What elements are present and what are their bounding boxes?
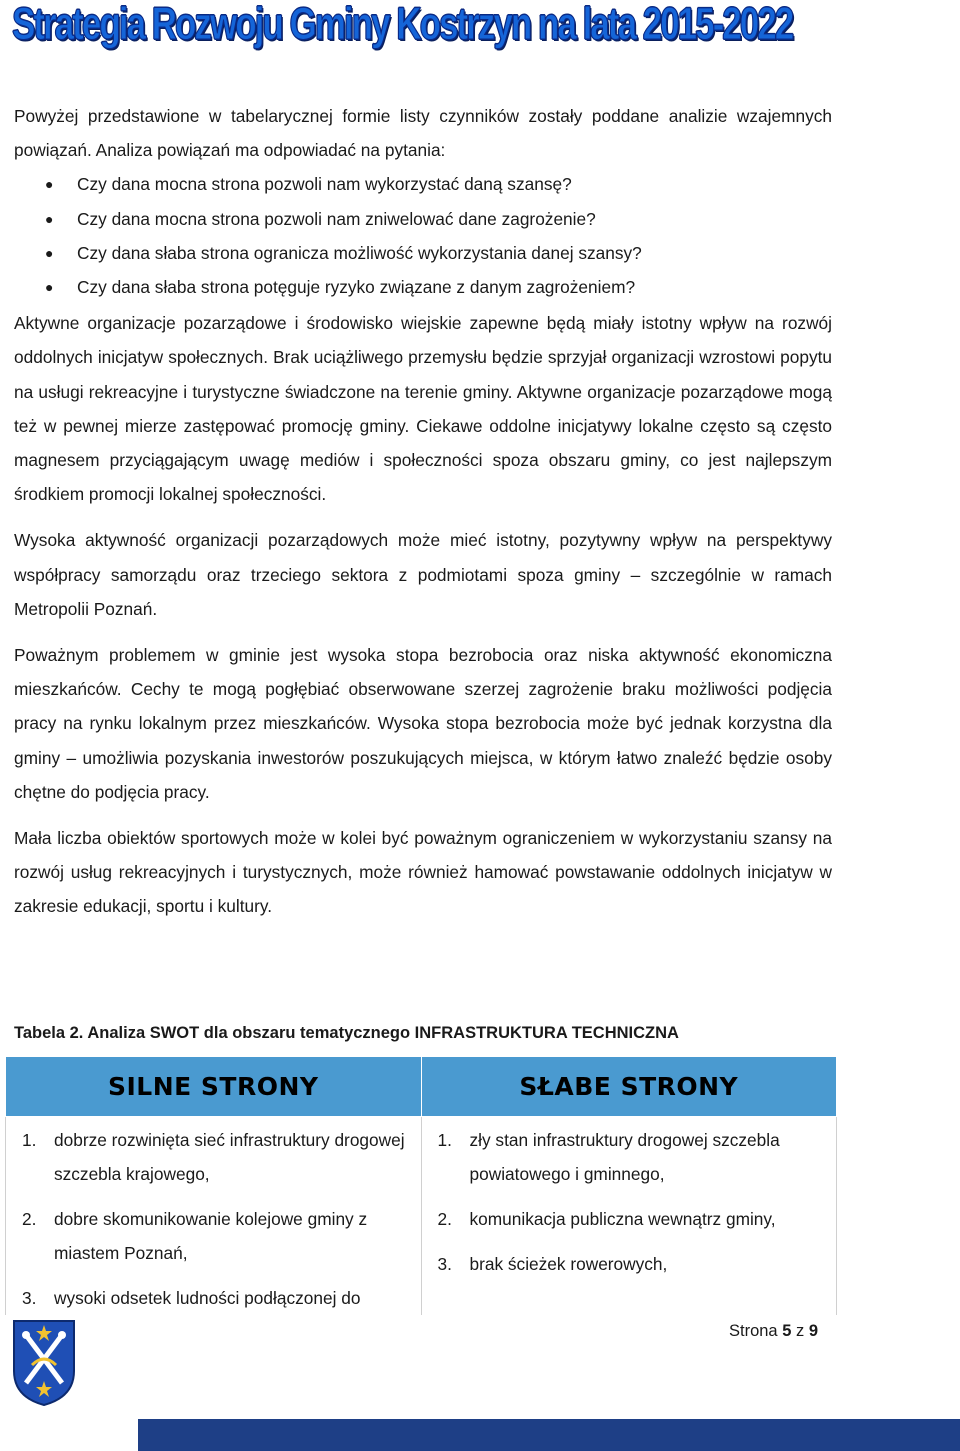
body-paragraph: Wysoka aktywność organizacji pozarządowych może mieć istotny, pozytywny wpływ na perspektywy współpracy samorządu oraz trzeciego sektora z podmiotami spoza gminy – szczególnie w ramach Metropolii Poznań. — [14, 530, 832, 619]
document-title: Strategia Rozwoju Gminy Kostrzyn na lata 2015-2022 — [12, 0, 793, 49]
header-banner — [0, 0, 960, 52]
bullet-dot-icon: ● — [45, 244, 54, 261]
bullet-dot-icon: ● — [45, 176, 54, 193]
footer-bar — [138, 1419, 960, 1451]
body-paragraph: Mała liczba obiektów sportowych może w kolei być poważnym ograniczeniem w wykorzystaniu szansy na rozwój usług rekreacyjnych i turystycznych, może również hamować powstawanie oddolnych inicjatyw w zakresie edukacji, sportu i kultury. — [14, 828, 832, 917]
total-pages: 9 — [808, 1322, 818, 1340]
strengths-cell — [6, 1117, 422, 1316]
current-page: 5 — [782, 1322, 792, 1340]
list-item: 2. dobre skomunikowanie kolejowe gminy z miastem Poznań, — [22, 1209, 368, 1263]
body-paragraph: Poważnym problemem w gminie jest wysoka stopa bezrobocia oraz niska aktywność ekonomiczna mieszkańców. Cechy te mogą pogłębiać obserwowane szerzej zagrożenie braku możliwości podjęcia pracy na rynku lokalnym przez mieszkańców. Wysoka stopa bezrobocia może być jednak korzystna dla gminy – umożliwia pozyskania inwestorów poszukujących miejsca, w którym łatwo znaleźć będzie osoby chętne do podjęcia pracy. — [14, 645, 832, 802]
weaknesses-header: SŁABE STRONY — [421, 1057, 837, 1117]
list-item: 2. komunikacja publiczna wewnątrz gminy, — [437, 1209, 776, 1229]
list-item: ● Czy dana słaba strona potęguje ryzyko związane z danym zagrożeniem? — [14, 270, 832, 304]
municipal-coat-of-arms-icon — [12, 1319, 76, 1407]
table-caption: Tabela 2. Analiza SWOT dla obszaru tematycznego INFRASTRUKTURA TECHNICZNA — [14, 1024, 679, 1042]
intro-paragraph: Powyżej przedstawione w tabelarycznej formie listy czynników zostały poddane analizie wzajemnych powiązań. Analiza powiązań ma odpowiadać na pytania: — [14, 106, 832, 161]
body-paragraph: Aktywne organizacje pozarządowe i środowisko wiejskie zapewne będą miały istotny wpływ na rozwój oddolnych inicjatyw społecznych. Brak uciążliwego przemysłu będzie sprzyjał organizacji wzrostowi popytu na usługi rekreacyjne i turystyczne świadczone na terenie gminy. Aktywne organizacje pozarządowe mogą też w pewnej mierze zastępować promocję gminy. Ciekawe oddolne inicjatywy lokalne często są często magnesem przyciągającym uwagę mediów i społeczności spoza obszaru gminy, co jest najlepszym środkiem promocji lokalnej społeczności. — [14, 313, 832, 505]
page-indicator: Strona 5 z 9 — [729, 1322, 818, 1340]
strengths-header: SILNE STRONY — [6, 1057, 422, 1117]
swot-table — [5, 1056, 837, 1315]
list-item: ● Czy dana mocna strona pozwoli nam wykorzystać daną szansę? — [14, 167, 832, 201]
list-item: ● Czy dana słaba strona ogranicza możliwość wykorzystania danej szansy? — [14, 236, 832, 270]
main-content — [14, 99, 832, 924]
weaknesses-cell — [421, 1117, 837, 1316]
list-item: ● Czy dana mocna strona pozwoli nam zniwelować dane zagrożenie? — [14, 202, 832, 236]
list-item: 1. dobrze rozwinięta sieć infrastruktury drogowej szczebla krajowego, — [22, 1130, 405, 1184]
list-item: 3. brak ścieżek rowerowych, — [437, 1254, 668, 1274]
list-item: 1. zły stan infrastruktury drogowej szczebla powiatowego i gminnego, — [437, 1130, 780, 1184]
bullet-dot-icon: ● — [45, 210, 54, 227]
question-list — [14, 167, 832, 304]
bullet-dot-icon: ● — [45, 279, 54, 296]
list-item: 3. wysoki odsetek ludności podłączonej do — [22, 1288, 361, 1308]
